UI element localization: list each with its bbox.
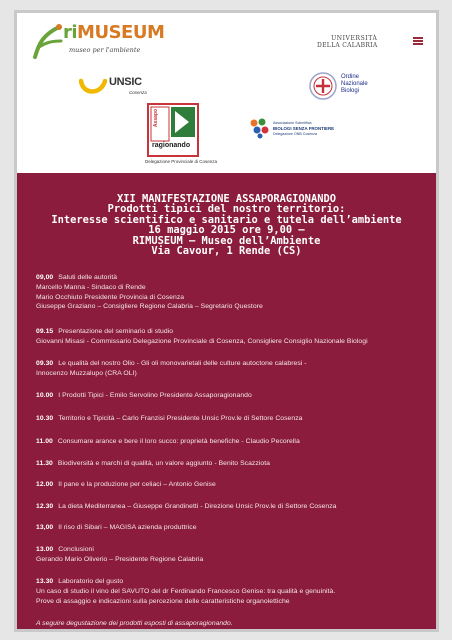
agenda-text: Il pane e la produzione per celiaci – Antonio Genise [58, 481, 216, 488]
heading-venue: RIMUSEUM – Museo dell’Ambiente [132, 234, 321, 247]
agenda-time: 10.30 [36, 415, 54, 422]
heading-address: Via Cavour, 1 Rende (CS) [151, 245, 302, 258]
agenda-text: Un caso di studio il vino del SAVUTO del dr Ferdinando Francesco Genise: tra qualità e genuinità. [36, 587, 336, 595]
rimuseum-logo-text [63, 22, 164, 43]
agenda-item [36, 273, 428, 312]
heading-date: 16 maggio 2015 ore 9,00 – [148, 224, 305, 237]
unsic-city: Cosenza [129, 90, 147, 95]
assaporagionando-caption: Delegazione Provinciale di Cosenza [145, 159, 218, 164]
agenda-time: 11.30 [36, 460, 53, 467]
agenda-time: 09.30 [36, 360, 54, 367]
unical-line1: UNIVERSITÀ [331, 35, 378, 42]
agenda-line [36, 437, 428, 447]
program-panel [17, 173, 436, 629]
bsf-logo-text [273, 121, 334, 137]
onb-line3: Biologi [341, 88, 360, 94]
agenda-line [36, 577, 428, 587]
agenda-time: 11.00 [36, 438, 53, 445]
agenda-item [36, 391, 428, 401]
agenda-text: Laboratorio del gusto [58, 578, 124, 585]
agenda-item [36, 502, 428, 512]
agenda-line [36, 327, 428, 337]
onb-line1: Ordine [341, 74, 360, 80]
agenda-item [36, 459, 428, 469]
logo-band [17, 13, 436, 173]
heading-title: XII MANIFESTAZIONE ASSAPORAGIONANDO [117, 193, 336, 205]
agenda-item [36, 414, 428, 424]
poster-frame [14, 10, 439, 632]
agenda-text: I Prodotti Tipici - Emilo Servolino Presidente Assaporagionando [58, 392, 252, 399]
heading-subtitle: Prodotti tipici del nostro territorio: [107, 203, 346, 216]
agenda-text: Presentazione del seminario di studio [58, 328, 174, 335]
closing-note: A seguire degustazione dei prodotti esposti di assaporagionando. [36, 620, 233, 627]
onb-line2: Nazionale [341, 81, 368, 87]
unical-line2: DELLA CALABRIA [317, 42, 378, 49]
agenda-text: Marcello Manna - Sindaco di Rende [36, 283, 146, 291]
agenda-text: Biodiversità e marchi di qualità, un valore aggiunto - Benito Scazziota [57, 460, 270, 467]
agenda-time: 13.00 [36, 546, 54, 553]
rimuseum-name: MUSEUM [77, 22, 165, 43]
assaporagionando-word1: Assapo [153, 109, 159, 128]
bsf-dots-icon [249, 117, 271, 139]
agenda-text: Giovanni Misasi - Commissario Delegazione Provinciale di Cosenza, Consigliere Consiglio Nazionale Biologi [36, 337, 368, 345]
agenda-time: 13,00 [36, 524, 54, 531]
agenda-item [36, 437, 428, 447]
bsf-line3: Delegazione ONB Cosenza [273, 132, 317, 136]
agenda-line [36, 391, 428, 401]
rimuseum-prefix: ri [63, 22, 78, 43]
onb-logo-text [341, 74, 368, 95]
agenda-text: Prove di assaggio e indicazioni sulla percezione delle caratteristiche organolettiche [36, 597, 290, 605]
agenda-time: 12.00 [36, 481, 54, 488]
agenda-time: 12.30 [36, 503, 54, 510]
agenda-text: Conclusioni [58, 546, 94, 553]
onb-seal-icon [307, 71, 339, 101]
agenda-text: Il riso di Sibari – MAGISA azienda produttrice [58, 524, 197, 531]
agenda-item [36, 327, 428, 347]
agenda-text: Le qualità del nostro Olio - Gli oli monovarietali delle culture autoctone calabresi - [58, 360, 307, 367]
agenda-text: Giuseppe Graziano – Consigliere Regione Calabria – Segretario Questore [36, 303, 263, 311]
bsf-line1: Associazione Scientifica [273, 121, 312, 125]
agenda-text: Saluti delle autorità [58, 274, 118, 281]
agenda-time: 09,00 [36, 274, 54, 281]
agenda-item [36, 480, 428, 490]
bsf-line2: BIOLOGI SENZA FRONTIERE [273, 126, 335, 131]
agenda-time: 10.00 [36, 392, 54, 399]
agenda-line [36, 459, 428, 469]
agenda-text: Consumare arance e bere il loro succo: proprietà benefiche - Claudio Pecorella [57, 438, 300, 445]
unsic-name: UNSIC [109, 76, 142, 88]
unical-emblem-icon [412, 35, 424, 47]
agenda-text: Innocenzo Muzzalupo (CRA OLI) [36, 369, 137, 377]
agenda-text: La dieta Mediterranea – Giuseppe Grandinetti - Direzione Unsic Prov.le di Settore Cosenza [58, 503, 337, 510]
agenda-line [36, 502, 428, 512]
agenda-text: Mario Occhiuto Presidente Provincia di Cosenza [36, 293, 185, 301]
agenda-item [36, 545, 428, 565]
agenda-line [36, 414, 428, 424]
heading-theme: Interesse scientifico e sanitario e tutela dell’ambiente [51, 213, 402, 226]
event-heading [17, 194, 436, 256]
rimuseum-tagline: museo per l'ambiente [69, 46, 141, 54]
unical-logo-text [317, 35, 377, 49]
agenda-time: 13.30 [36, 578, 54, 585]
agenda-line [36, 545, 428, 555]
assaporagionando-word2: ragionando [152, 142, 191, 149]
rimuseum-swoosh-icon [29, 21, 65, 61]
agenda-item [36, 577, 428, 606]
agenda-text: Territorio e Tipicità – Carlo Franzisi Presidente Unsic Prov.le di Settore Cosenza [58, 415, 303, 422]
agenda-line [36, 273, 428, 283]
agenda-line [36, 480, 428, 490]
agenda-line [36, 359, 428, 369]
agenda-text: Gerando Mario Oliverio – Presidente Regione Calabria [36, 555, 204, 563]
assaporagionando-logo [147, 103, 199, 157]
agenda-line [36, 523, 428, 533]
agenda-item [36, 359, 428, 379]
agenda-time: 09.15 [36, 328, 54, 335]
agenda-item [36, 523, 428, 533]
